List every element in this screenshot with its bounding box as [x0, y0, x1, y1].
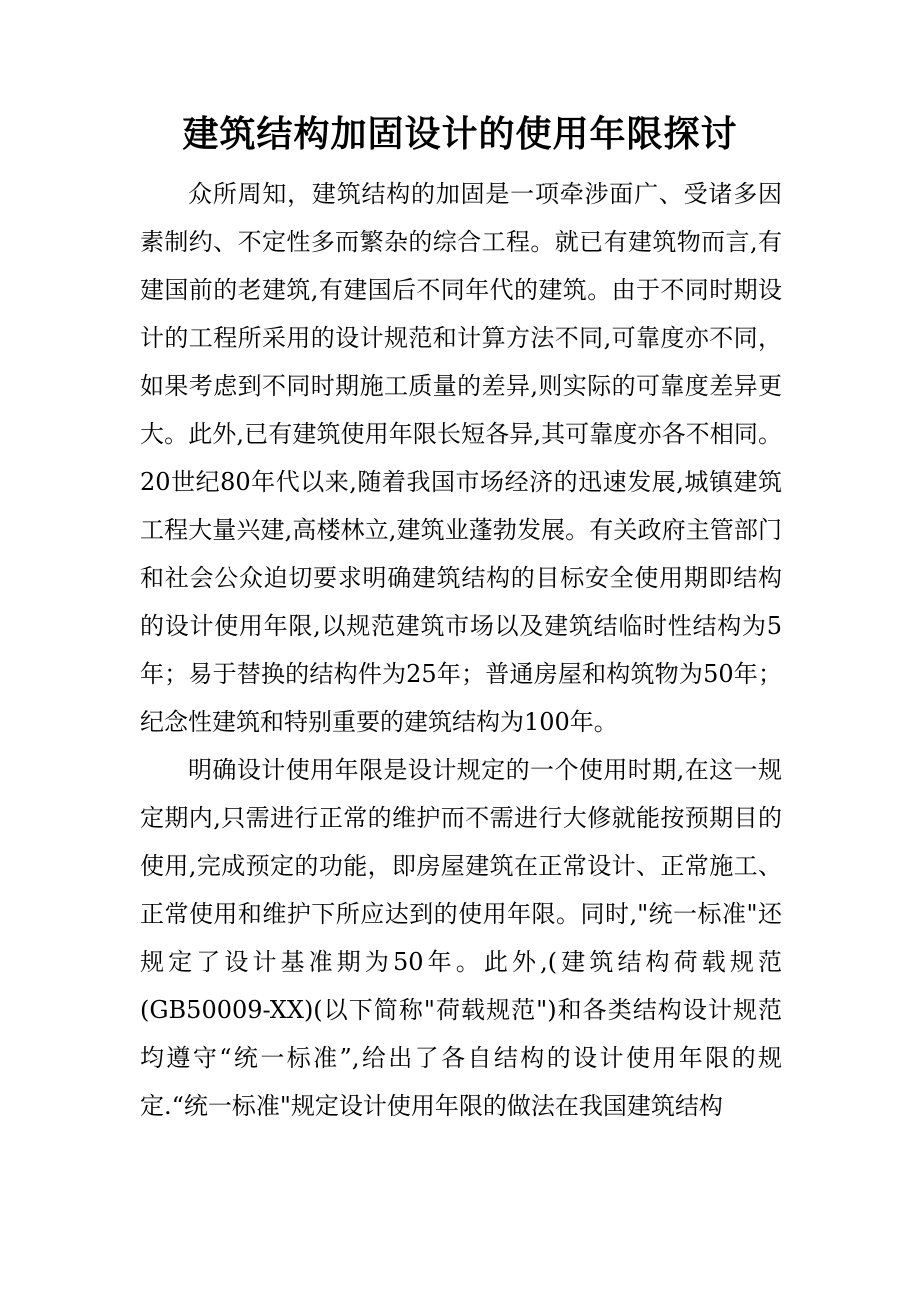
paragraph-2: 明确设计使用年限是设计规定的一个使用时期,在这一规定期内,只需进行正常的维护而不需进行大修就能按预期目的使用,完成预定的功能，即房屋建筑在正常设计、正常施工、正常使用和维护下所应达到的使用年限。同时,"统一标准"还规定了设计基准期为50年。此外,(建筑结构荷载规范(GB50009-XX)(以下简称"荷载规范")和各类结构设计规范均遵守“统一标准”,给出了各自结构的设计使用年限的规定.“统一标准"规定设计使用年限的做法在我国建筑结构 [140, 756, 782, 1120]
document-title: 建筑结构加固设计的使用年限探讨 [182, 113, 738, 155]
paragraph-1: 众所周知，建筑结构的加固是一项牵涉面广、受诸多因素制约、不定性多而繁杂的综合工程。就已有建筑物而言,有建国前的老建筑,有建国后不同年代的建筑。由于不同时期设计的工程所采用的设计规范和计算方法不同,可靠度亦不同，如果考虑到不同时期施工质量的差异,则实际的可靠度差异更大。此外,已有建筑使用年限长短各异,其可靠度亦各不相同。20世纪80年代以来,随着我国市场经济的迅速发展,城镇建筑工程大量兴建,高楼林立,建筑业蓬勃发展。有关政府主管部门和社会公众迫切要求明确建筑结构的目标安全使用期即结构的设计使用年限,以规范建筑市场以及建筑结临时性结构为5年；易于替换的结构件为25年；普通房屋和构筑物为50年；纪念性建筑和特别重要的建筑结构为100年。 [140, 180, 782, 736]
document-body [140, 170, 782, 1130]
